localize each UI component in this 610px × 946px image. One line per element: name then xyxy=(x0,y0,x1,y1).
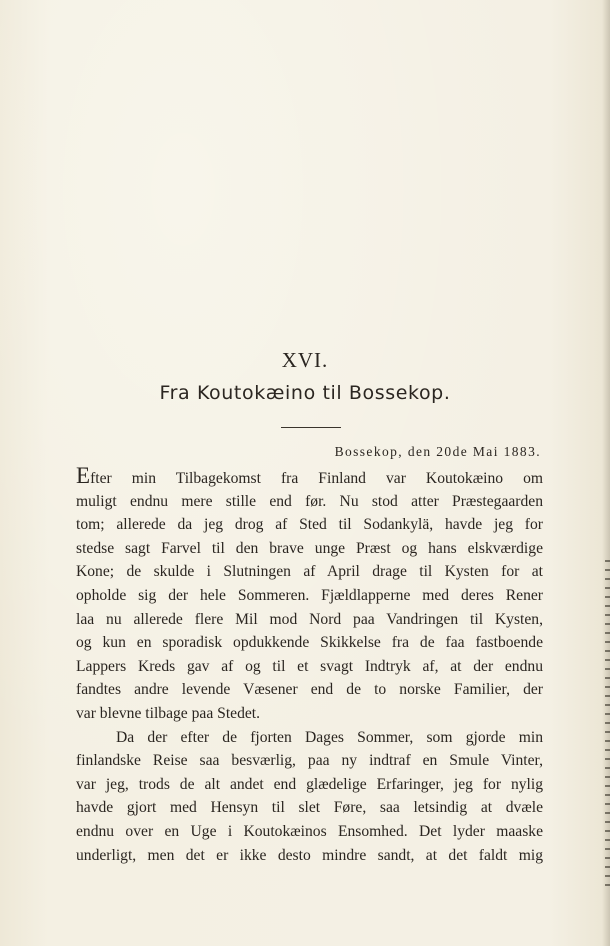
text-line: var jeg, trods de alt andet end glædelige Erfaringer, jeg for nylig xyxy=(76,775,543,793)
initial-letter: E xyxy=(76,466,91,488)
text-line: opholde sig der hele Sommeren. Fjældlapperne med deres Rener xyxy=(76,586,543,604)
text-line: havde gjort med Hensyn til slet Føre, saa letsindig at dvæle xyxy=(76,799,543,817)
text-line: var blevne tilbage paa Stedet. xyxy=(76,704,261,722)
chapter-number: XVI. xyxy=(281,348,329,372)
text-line: Lappers Kreds gav af og til et svagt Indtryk af, at der endnu xyxy=(76,657,543,675)
text-line: fandtes andre levende Væsener end de to norske Familier, der xyxy=(76,681,543,699)
page-edge-marks xyxy=(605,560,610,890)
body-text xyxy=(76,466,543,867)
title-divider xyxy=(281,427,341,428)
text-line: muligt endnu mere stille end før. Nu stod atter Præstegaarden xyxy=(76,492,543,510)
text-line: Kone; de skulde i Slutningen af April drage til Kysten for at xyxy=(76,563,543,581)
chapter-title: Fra Koutokæino til Bossekop. xyxy=(159,382,451,404)
text-line: tom; allerede da jeg drog af Sted til Sodankylä, havde jeg for xyxy=(76,516,543,534)
text-line: Da der efter de fjorten Dages Sommer, som gjorde min xyxy=(116,728,543,746)
text-line xyxy=(76,466,543,490)
text-line: finlandske Reise saa besværlig, paa ny indtraf en Smule Vinter, xyxy=(76,752,543,770)
text-line: stedse sagt Farvel til den brave unge Præst og hans elskværdige xyxy=(76,539,543,557)
text-line: endnu over en Uge i Koutokæinos Ensomhed. Det lyder maaske xyxy=(76,822,543,840)
text-line: laa nu allerede flere Mil mod Nord paa Vandringen til Kysten, xyxy=(76,610,543,628)
text-line-content: fter min Tilbagekomst fra Finland var Koutokæino om xyxy=(90,470,543,487)
dateline: Bossekop, den 20de Mai 1883. xyxy=(334,444,541,459)
text-line: og kun en sporadisk opdukkende Skikkelse fra de faa fastboende xyxy=(76,634,543,652)
text-line: underligt, men det er ikke desto mindre sandt, at det faldt mig xyxy=(76,846,543,864)
